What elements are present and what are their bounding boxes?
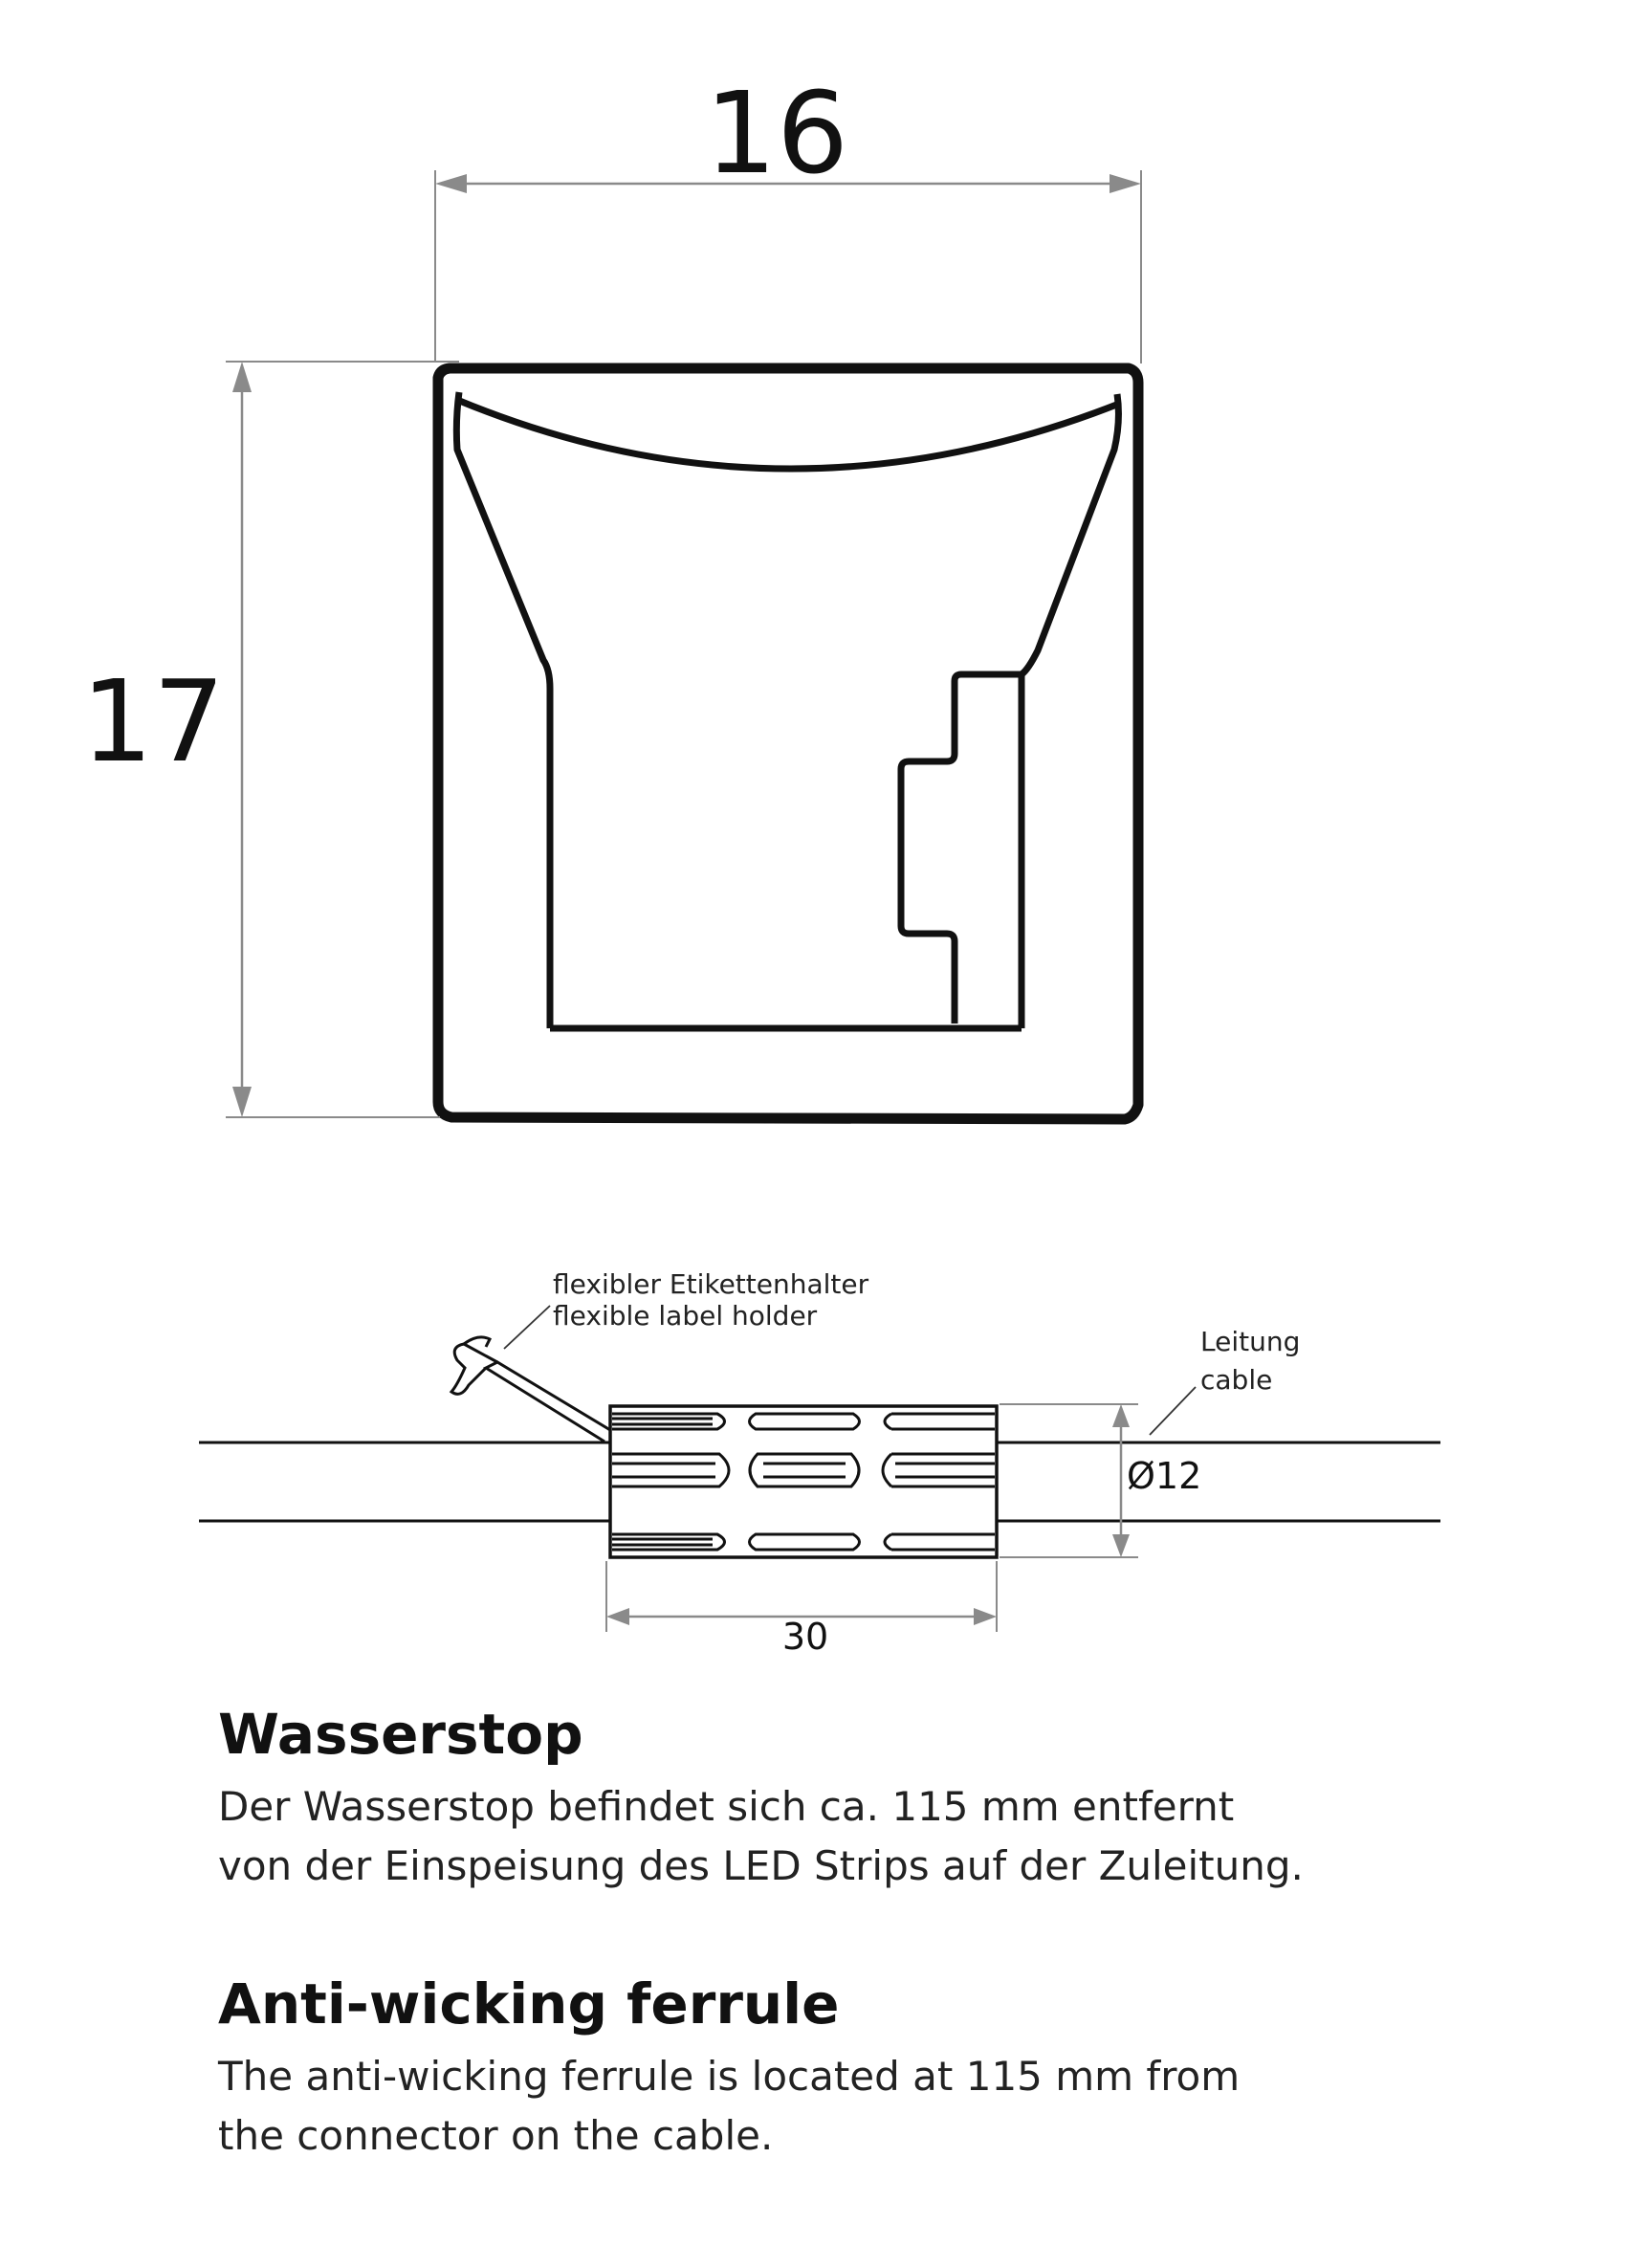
- cable-note-de: Leitung: [1200, 1326, 1301, 1357]
- cable-leader: [1150, 1387, 1196, 1435]
- profile-left-inner-wall: [456, 392, 550, 1028]
- section-english-line-2: the connector on the cable.: [218, 2112, 774, 2159]
- label-holder-leader: [504, 1306, 550, 1349]
- ferrule-drawing: [199, 1268, 1440, 1658]
- height-dimension: [81, 362, 459, 1117]
- section-german-title: Wasserstop: [218, 1702, 583, 1767]
- section-german-line-1: Der Wasserstop befindet sich ca. 115 mm entfernt: [218, 1783, 1235, 1830]
- height-dimension-label: 17: [80, 655, 226, 787]
- profile-outer-contour: [438, 368, 1138, 1119]
- profile-diffuser-curve: [457, 400, 1119, 469]
- led-strip-pcb: [901, 674, 1022, 1024]
- profile-cross-section: [438, 368, 1138, 1119]
- width-dimension-label: 16: [704, 67, 849, 199]
- length-label: 30: [781, 1616, 829, 1658]
- section-english-title: Anti-wicking ferrule: [218, 1971, 840, 2037]
- flexible-label-holder: [451, 1337, 610, 1442]
- section-german: [218, 1701, 1461, 1896]
- section-english-line-1: The anti-wicking ferrule is located at 115 mm from: [218, 2053, 1241, 2100]
- section-english: [218, 1971, 1461, 2166]
- diameter-label: Ø12: [1127, 1455, 1202, 1497]
- width-dimension: [435, 67, 1141, 363]
- label-holder-note-en: flexible label holder: [553, 1300, 818, 1332]
- section-german-line-2: von der Einspeisung des LED Strips auf der Zuleitung.: [218, 1842, 1304, 1889]
- cable-note-en: cable: [1200, 1364, 1273, 1396]
- profile-right-inner-wall: [1022, 394, 1118, 1028]
- length-dimension: [606, 1561, 997, 1658]
- diameter-dimension: [1000, 1404, 1201, 1557]
- label-holder-note-de: flexibler Etikettenhalter: [553, 1268, 869, 1300]
